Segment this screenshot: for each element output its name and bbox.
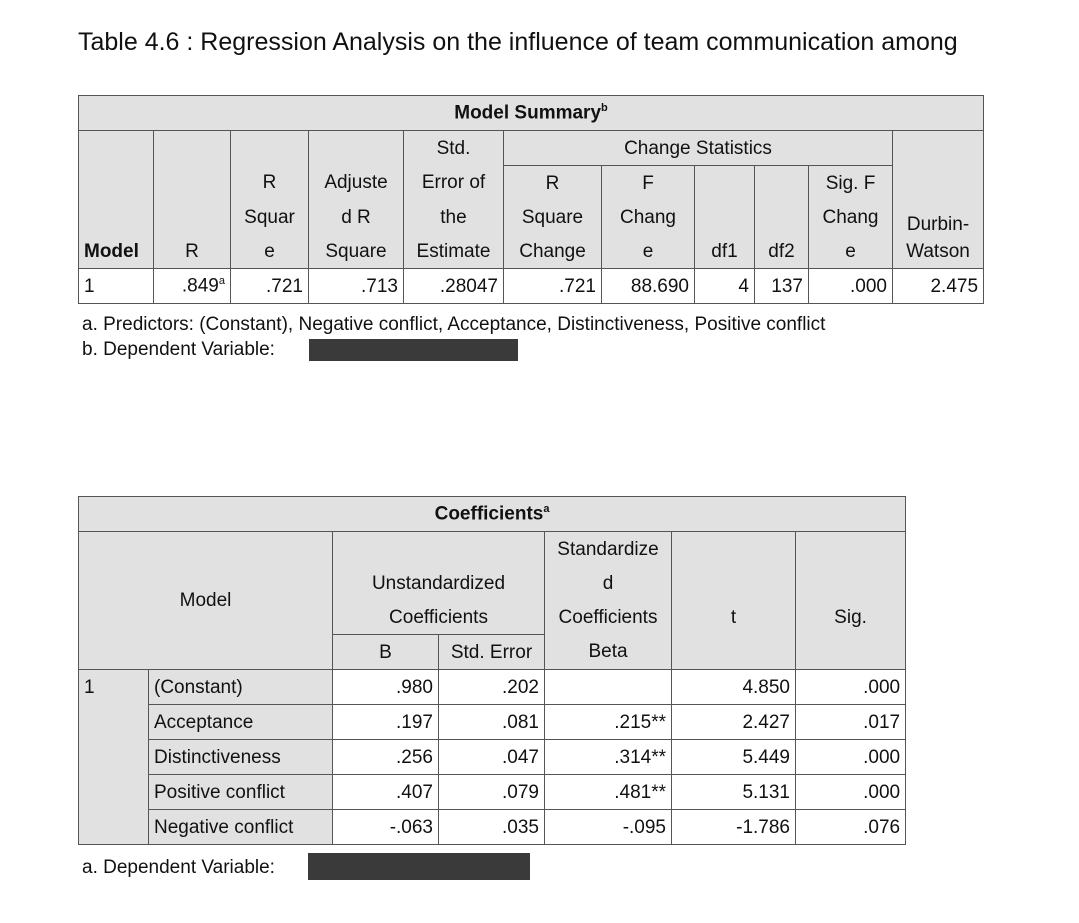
hdr-f-change-3: e — [602, 234, 695, 269]
coef-row-b: .197 — [333, 705, 439, 740]
row-r-square: .721 — [231, 269, 309, 304]
hdr-df1: df1 — [695, 234, 755, 269]
coef-row-se: .081 — [439, 705, 545, 740]
hdr-adj-r-3: Square — [309, 234, 404, 269]
coef-row-name: Positive conflict — [149, 775, 333, 810]
hdr-change-statistics: Change Statistics — [504, 131, 893, 166]
row-f-change: 88.690 — [602, 269, 695, 304]
hdr-r-square-2: Squar — [231, 200, 309, 234]
hdr-beta: Beta — [545, 635, 672, 670]
hdr-f-change-2: Chang — [602, 200, 695, 234]
hdr-model: Model — [79, 234, 154, 269]
model-summary-caption: Model Summary$^b$ — [79, 96, 984, 131]
coef-row-name: Negative conflict — [149, 810, 333, 845]
row-df1: 4 — [695, 269, 755, 304]
table-row — [79, 775, 906, 810]
hdr-unstd-2: Coefficients — [333, 600, 545, 635]
hdr-unstd-1: Unstandardized — [333, 566, 545, 600]
coef-row-se: .047 — [439, 740, 545, 775]
table-row — [79, 670, 906, 705]
coef-row-t: -1.786 — [672, 810, 796, 845]
hdr-coef-model: Model — [79, 532, 333, 670]
coef-row-beta: .215** — [545, 705, 672, 740]
table-row — [79, 810, 906, 845]
coef-model-num: 1 — [79, 670, 149, 845]
coef-row-name: Acceptance — [149, 705, 333, 740]
row-df2: 137 — [755, 269, 809, 304]
row-model: 1 — [79, 269, 154, 304]
hdr-std-err-3: the — [404, 200, 504, 234]
page-title: Table 4.6 : Regression Analysis on the influence of team communication among — [78, 28, 958, 56]
coef-row-t: 4.850 — [672, 670, 796, 705]
hdr-std-1: Standardize — [545, 532, 672, 567]
coef-row-sig: .000 — [796, 740, 906, 775]
hdr-r-sq-change-1: R — [504, 166, 602, 201]
coef-row-beta: .481** — [545, 775, 672, 810]
coef-row-name: (Constant) — [149, 670, 333, 705]
coef-row-b: -.063 — [333, 810, 439, 845]
redaction-box — [309, 339, 518, 361]
hdr-model-blank — [79, 131, 154, 166]
row-sig-f: .000 — [809, 269, 893, 304]
hdr-r: R — [154, 234, 231, 269]
hdr-r-square-3: e — [231, 234, 309, 269]
hdr-r-square-1: R — [231, 166, 309, 201]
hdr-sig-f-3: e — [809, 234, 893, 269]
coef-row-name: Distinctiveness — [149, 740, 333, 775]
hdr-df2: df2 — [755, 234, 809, 269]
coefficients-table — [78, 496, 906, 845]
hdr-sig: Sig. — [796, 600, 906, 635]
hdr-std-err-4: Estimate — [404, 234, 504, 269]
model-summary-table — [78, 95, 984, 304]
coef-row-b: .407 — [333, 775, 439, 810]
coefficients-note-a: a. Dependent Variable: — [82, 857, 275, 878]
hdr-std-3: Coefficients — [545, 600, 672, 635]
hdr-std-2: d — [545, 566, 672, 600]
coef-row-se: .202 — [439, 670, 545, 705]
row-durbin: 2.475 — [893, 269, 984, 304]
table-row — [79, 740, 906, 775]
coef-row-beta: -.095 — [545, 810, 672, 845]
hdr-std-err-1: Std. — [404, 131, 504, 166]
row-r-sq-change: .721 — [504, 269, 602, 304]
row-adj-r: .713 — [309, 269, 404, 304]
redaction-box — [308, 853, 530, 880]
table-row — [79, 705, 906, 740]
coef-row-t: 5.131 — [672, 775, 796, 810]
coef-row-se: .079 — [439, 775, 545, 810]
coef-row-sig: .000 — [796, 775, 906, 810]
hdr-adj-r-2: d R — [309, 200, 404, 234]
coef-row-b: .980 — [333, 670, 439, 705]
hdr-std-err-2: Error of — [404, 166, 504, 201]
model-summary-note-a: a. Predictors: (Constant), Negative conflict, Acceptance, Distinctiveness, Positive conflict — [82, 314, 826, 335]
coef-row-beta — [545, 670, 672, 705]
coef-row-sig: .076 — [796, 810, 906, 845]
coef-row-t: 5.449 — [672, 740, 796, 775]
hdr-durbin-2: Watson — [893, 234, 984, 269]
row-std-err: .28047 — [404, 269, 504, 304]
coef-row-b: .256 — [333, 740, 439, 775]
hdr-t: t — [672, 600, 796, 635]
hdr-f-change-1: F — [602, 166, 695, 201]
hdr-sig-f-1: Sig. F — [809, 166, 893, 201]
coefficients-caption: Coefficients$^a$ — [79, 497, 906, 532]
hdr-durbin-1: Durbin- — [893, 200, 984, 234]
coef-row-sig: .017 — [796, 705, 906, 740]
hdr-r-sq-change-3: Change — [504, 234, 602, 269]
hdr-adj-r-1: Adjuste — [309, 166, 404, 201]
hdr-b: B — [333, 635, 439, 670]
table-row — [79, 269, 984, 304]
coef-row-sig: .000 — [796, 670, 906, 705]
hdr-sig-f-2: Chang — [809, 200, 893, 234]
hdr-r-sq-change-2: Square — [504, 200, 602, 234]
coef-row-beta: .314** — [545, 740, 672, 775]
coef-row-se: .035 — [439, 810, 545, 845]
hdr-se: Std. Error — [439, 635, 545, 670]
row-r: .849$^a$ — [154, 269, 231, 304]
coef-row-t: 2.427 — [672, 705, 796, 740]
model-summary-note-b: b. Dependent Variable: — [82, 339, 275, 360]
